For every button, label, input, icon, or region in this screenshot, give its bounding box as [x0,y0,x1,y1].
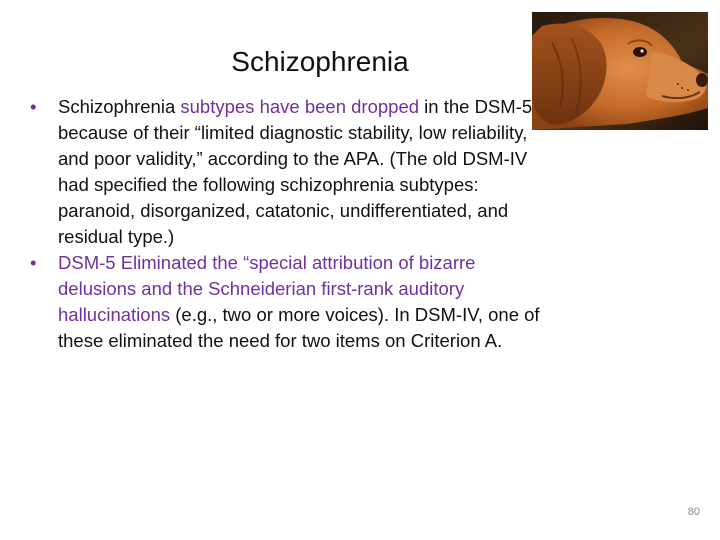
highlighted-text: DSM-5 Eliminated the “special attribution of bizarre delusions and the Schneiderian first-rank auditory hallucinations [58,252,476,325]
dog-photo [532,12,708,130]
dog-head-image [532,12,708,130]
bullet-text: in the DSM-5 because of their “limited diagnostic stability, low reliability, and poor validity,” according to the APA. (The old DSM-IV had specified the following schizophrenia subtypes: paranoid, disorganized, catatonic, undifferentiated, and residual type.) [58,96,533,247]
slide-title: Schizophrenia [231,46,409,77]
bullet-marker: • [30,252,37,273]
bullet-text: (e.g., two or more voices). In DSM-IV, one of these eliminated the need for two items on Criterion A. [58,304,540,351]
page-number: 80 [687,506,700,518]
bullet-marker: • [30,96,37,117]
bullet-text: Schizophrenia [58,96,181,117]
bullet-item-eliminated [30,250,540,354]
bullet-item-subtypes [30,94,540,250]
bullet-list [30,94,540,354]
highlighted-text: subtypes have been dropped [180,96,420,117]
